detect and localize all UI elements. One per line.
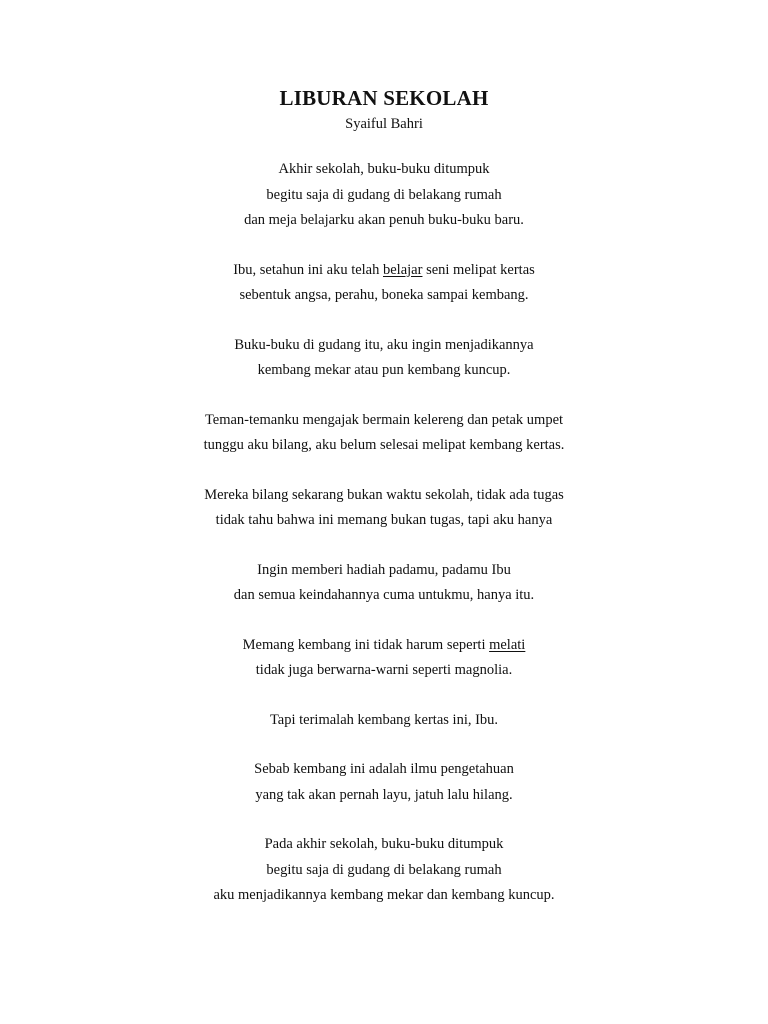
poem-line: sebentuk angsa, perahu, boneka sampai kembang. <box>239 287 529 303</box>
poem-line: Akhir sekolah, buku-buku ditumpuk <box>278 161 490 177</box>
poem-line: Sebab kembang ini adalah ilmu pengetahuan <box>254 761 514 777</box>
poem-line: begitu saja di gudang di belakang rumah <box>266 186 502 203</box>
poem-line: begitu saja di gudang di belakang rumah <box>266 861 502 878</box>
poem-line: tidak juga berwarna-warni seperti magnolia. <box>255 662 513 678</box>
poem-title: LIBURAN SEKOLAH <box>279 86 489 110</box>
poem-line: dan semua keindahannya cuma untukmu, hanya itu. <box>233 587 535 603</box>
stanza-5 <box>0 483 768 534</box>
poem-line: tunggu aku bilang, aku belum selesai melipat kembang kertas. <box>203 437 565 453</box>
stanza-7 <box>0 633 768 684</box>
stanza-9 <box>0 757 768 808</box>
poem-line: yang tak akan pernah layu, jatuh lalu hilang. <box>255 786 513 803</box>
poem-line: kembang mekar atau pun kembang kuncup. <box>257 362 511 378</box>
poem-line: aku menjadikannya kembang mekar dan kembang kuncup. <box>213 887 555 903</box>
poem-body <box>0 157 768 933</box>
stanza-2 <box>0 258 768 309</box>
underlined-word-belajar[interactable]: belajar <box>383 261 423 278</box>
poem-author: Syaiful Bahri <box>345 116 423 132</box>
stanza-8 <box>0 708 768 734</box>
line-text: seni melipat kertas <box>422 261 535 278</box>
stanza-6 <box>0 558 768 609</box>
stanza-10 <box>0 832 768 909</box>
stanza-4 <box>0 408 768 459</box>
poem-line <box>0 258 768 284</box>
poem-line: Teman-temanku mengajak bermain kelereng dan petak umpet <box>204 411 564 428</box>
line-text: Memang kembang ini tidak harum seperti <box>242 636 490 653</box>
poem-line: dan meja belajarku akan penuh buku-buku baru. <box>244 212 524 228</box>
stanza-3 <box>0 333 768 384</box>
poem-line <box>0 633 768 659</box>
underlined-word-melati[interactable]: melati <box>489 636 526 653</box>
poem-line: Tapi terimalah kembang kertas ini, Ibu. <box>269 711 499 728</box>
poem-line: Ingin memberi hadiah padamu, padamu Ibu <box>257 561 511 578</box>
poem-line: Mereka bilang sekarang bukan waktu sekolah, tidak ada tugas <box>204 486 564 503</box>
line-text: Ibu, setahun ini aku telah <box>233 261 383 278</box>
poem-line: tidak tahu bahwa ini memang bukan tugas, tapi aku hanya <box>215 512 553 528</box>
poem-line: Buku-buku di gudang itu, aku ingin menjadikannya <box>234 336 534 353</box>
stanza-1 <box>0 157 768 234</box>
poem-line: Pada akhir sekolah, buku-buku ditumpuk <box>264 836 504 852</box>
